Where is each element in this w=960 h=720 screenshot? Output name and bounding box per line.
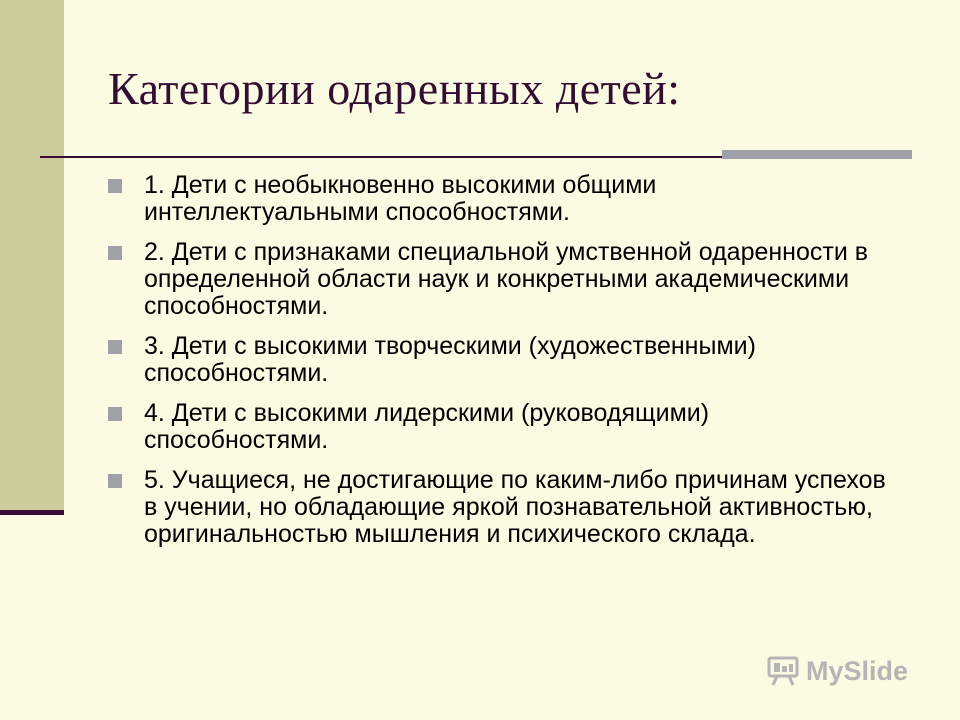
left-bar-accent-line bbox=[0, 510, 64, 515]
square-bullet-icon bbox=[108, 340, 122, 354]
list-item-text: 1. Дети с необыкновенно высокими общими интеллектуальными способностями. bbox=[144, 171, 657, 226]
watermark bbox=[766, 654, 908, 688]
list-item-text: 5. Учащиеся, не достигающие по каким-либо причинам успехов в учении, но обладающие яркой познавательной активностью, оригинальностью мышления и психического склада. bbox=[144, 466, 886, 548]
list-item-text: 2. Дети с признаками специальной умственной одаренности в определенной области наук и конкретными академическими способностями. bbox=[144, 238, 869, 320]
list-item bbox=[106, 400, 896, 454]
presentation-board-icon bbox=[766, 654, 800, 688]
list-item-text: 3. Дети с высокими творческими (художественными) способностями. bbox=[144, 332, 756, 387]
square-bullet-icon bbox=[108, 407, 122, 421]
square-bullet-icon bbox=[108, 179, 122, 193]
watermark-text: MySlide bbox=[806, 655, 909, 686]
square-bullet-icon bbox=[108, 246, 122, 260]
list-item bbox=[106, 172, 896, 226]
slide-title: Категории одаренных детей: bbox=[108, 63, 681, 114]
square-bullet-icon bbox=[108, 474, 122, 488]
list-item bbox=[106, 333, 896, 387]
list-item bbox=[106, 239, 896, 320]
title-underline-accent bbox=[722, 150, 912, 159]
left-decorative-bar bbox=[0, 0, 64, 515]
list-item-text: 4. Дети с высокими лидерскими (руководящими) способностями. bbox=[144, 399, 710, 454]
bullet-list bbox=[106, 172, 896, 561]
list-item bbox=[106, 467, 896, 548]
